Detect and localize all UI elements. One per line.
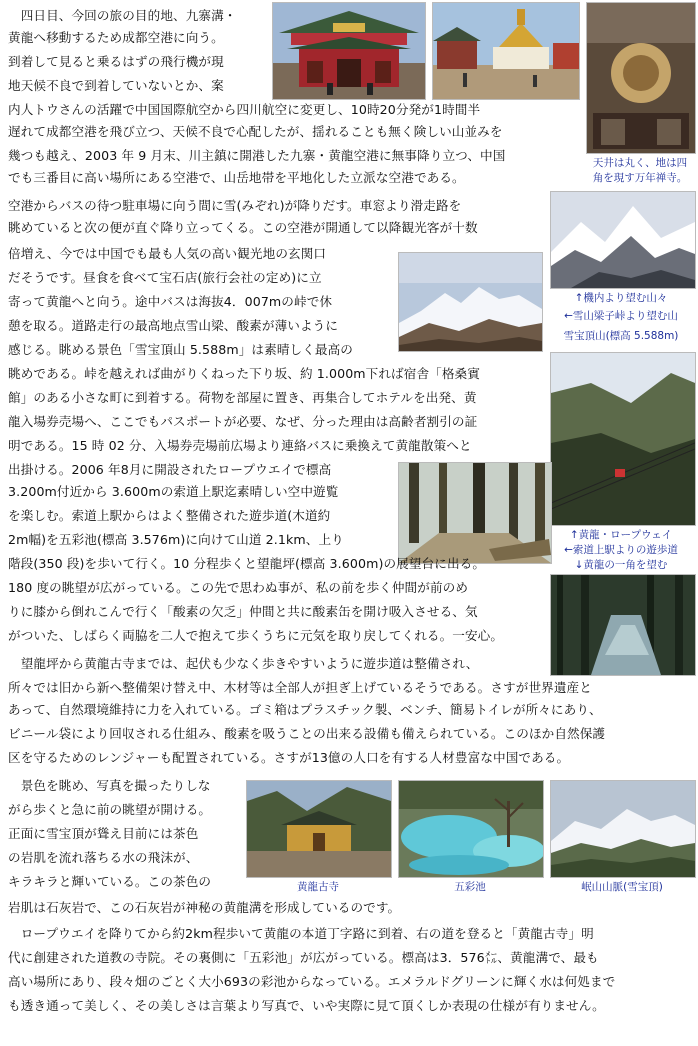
article-line: 階段(350 段)を歩いて行く。10 分程歩くと望龍坪(標高 3.600m)の展望台に出る。 — [8, 556, 486, 571]
article-line: 遅れて成都空港を飛び立つ、天候不良で心配したが、揺れることも無く険しい山並みを — [8, 124, 503, 139]
caption-mountains-line3: 雪宝頂山(標高 5.588m) — [563, 330, 679, 342]
photo-huanglong-view — [550, 574, 696, 676]
article-line: 2m幅)を五彩池(標高 3.576m)に向けて山道 2.1km、上り — [8, 532, 344, 547]
article-line: あって、自然環境維持に力を入れている。ゴミ箱はプラスチック製、ベンチ、簡易トイレが所々にあり、 — [8, 702, 602, 717]
photo-huanglong-temple — [246, 780, 392, 878]
article-line: 空港からバスの待つ駐車場に向う間に雪(みぞれ)が降りだす。車窓より滑走路を — [8, 198, 462, 213]
caption-wucai-pool: 五彩池 — [454, 881, 486, 893]
article-line: 眺めていると次の便が直ぐ降り立ってくる。この空港が開通して以降観光客が十数 — [8, 220, 478, 235]
article-line: 出掛ける。2006 年8月に開設されたロープウエイで標高 — [8, 462, 332, 477]
caption-ropeway-line1: ↑黄龍・ロープウェイ — [569, 529, 673, 541]
photo-temple-gate — [272, 2, 426, 100]
article-line: キラキラと輝いている。この茶色の — [8, 874, 212, 889]
article-line: 明である。15 時 02 分、入場券売場前広場より連絡バスに乗換えて黄龍散策へと — [8, 438, 472, 453]
caption-wannian-line2: 角を現す万年禅寺。 — [592, 172, 688, 184]
photo-minshan-range — [550, 780, 696, 878]
article-line: 幾つも越え、2003 年 9 月末、川主鎮に開港した九寨・黄龍空港に無事降り立つ、中国 — [8, 148, 506, 163]
article-line: 高い場所にあり、段々畑のごとく大小693の彩池からなっている。エメラルドグリーンに輝く水は何処まで — [8, 974, 616, 989]
article-line: 龍入場券売場へ、ここでもパスポートが必要、なぜ、分った理由は高齢者割引の証 — [8, 414, 478, 429]
article-line: 代に創建された道教の寺院。その裏側に「五彩池」が広がっている。標高は3．576㍍、黄龍溝で、最も — [8, 950, 599, 965]
article-line: 岩肌は石灰岩で、この石灰岩が神秘の黄龍溝を形成しているのです。 — [8, 900, 401, 915]
article-line: の岩肌を流れ落ちる水の飛沫が、 — [8, 850, 199, 865]
caption-mountains-line2: ←雪山梁子峠より望む山 — [564, 310, 678, 322]
article-line: 感じる。眺める景色「雪宝頂山 5.588m」は素晴しく最高の — [8, 342, 353, 357]
article-line: 倍増え、今では中国でも最も人気の高い観光地の玄関口 — [8, 246, 327, 261]
article-line: ロープウエイを降りてから約2km程歩いて黄龍の本道丁字路に到着、右の道を登ると「黄龍古寺」明 — [8, 926, 594, 941]
photo-golden-stupa — [432, 2, 580, 100]
caption-ropeway-line2: ←索道上駅よりの遊歩道 — [564, 544, 678, 556]
article-line: 到着して見ると乗るはずの飛行機が現 — [8, 54, 224, 69]
article-line: を楽しむ。索道上駅からはよく整備された遊歩道(木道約 — [8, 508, 331, 523]
caption-mountains-line1: ↑機内より望む山々 — [574, 292, 668, 304]
article-line: がら歩くと急に前の眺望が開ける。 — [8, 802, 212, 817]
article-line: 館」のある小さな町に到着する。荷物を部屋に置き、再集合してホテルを出発、黄 — [8, 390, 477, 405]
photo-xuebaoding-mountain — [398, 252, 543, 352]
article-line: も透き通って美しく、その美しさは言葉より写真で、いや実際に見て頂くしか表現の仕様が有りません。 — [8, 998, 605, 1013]
article-line: 区を守るためのレンジャーも配置されている。さすが13億の人口を有する人材豊富な中国である。 — [8, 750, 570, 765]
caption-ropeway-line3: ↓黄龍の一角を望む — [574, 559, 668, 571]
article-line: ビニール袋により回収される仕組み、酸素を吸うことの出来る設備も備えられている。このほか自然保護 — [8, 726, 606, 741]
article-line: 地天候不良で到着していないとか、案 — [8, 78, 224, 93]
caption-minshan-range: 岷山山脈(雪宝頂) — [581, 881, 663, 893]
article-line: 黄龍へ移動するため成都空港に向う。 — [8, 30, 224, 45]
article-line: 3.200m付近から 3.600mの索道上駅迄素晴しい空中遊覧 — [8, 484, 339, 499]
article-line: 憩を取る。道路走行の最高地点雪山梁、酸素が薄いように — [8, 318, 339, 333]
photo-wannian-temple — [586, 2, 696, 154]
article-line: りに膝から倒れこんで行く「酸素の欠乏」仲間と共に酸素缶を開け吸入させる、気 — [8, 604, 478, 619]
article-line: 内人トウさんの活躍で中国国際航空から四川航空に変更し、10時20分発が1時間半 — [8, 102, 481, 117]
article-line: 寄って黄龍へと向う。途中バスは海抜4．007mの峠で休 — [8, 294, 333, 309]
article-line: だそうです。昼食を食べて宝石店(旅行会社の定め)に立 — [8, 270, 322, 285]
article-line: 景色を眺め、写真を撮ったりしな — [8, 778, 211, 793]
article-line: がついた、しばらく両脇を二人で抱えて歩くうちに元気を取り戻してくれる。一安心。 — [8, 628, 504, 643]
article-line: 所々では旧から新へ整備架け替え中、木材等は全部人が担ぎ上げているそうである。さすが世界遺産と — [8, 680, 592, 695]
photo-mountains-airplane — [550, 191, 696, 289]
article-line: 望龍坪から黄龍古寺までは、起伏も少なく歩きやすいように遊歩道は整備され、 — [8, 656, 479, 671]
photo-wucai-pool — [398, 780, 544, 878]
photo-forest-boardwalk — [398, 462, 552, 564]
article-line: 四日目、今回の旅の目的地、九寨溝・ — [8, 8, 237, 23]
article-line: 正面に雪宝頂が聳え目前には茶色 — [8, 826, 199, 841]
article-line: 眺めである。峠を越えれば曲がりくねった下り坂、約 1.000m下れば宿舎「格桑賓 — [8, 366, 480, 381]
article-line: でも三番目に高い場所にある空港で、山岳地帯を平地化した立派な空港である。 — [8, 170, 465, 185]
caption-huanglong-temple: 黄龍古寺 — [297, 881, 339, 893]
photo-ropeway — [550, 352, 696, 526]
article-line: 180 度の眺望が広がっている。この先で思わぬ事が、私の前を歩く仲間が前のめ — [8, 580, 469, 595]
caption-wannian-line1: 天井は丸く、地は四 — [592, 157, 688, 169]
